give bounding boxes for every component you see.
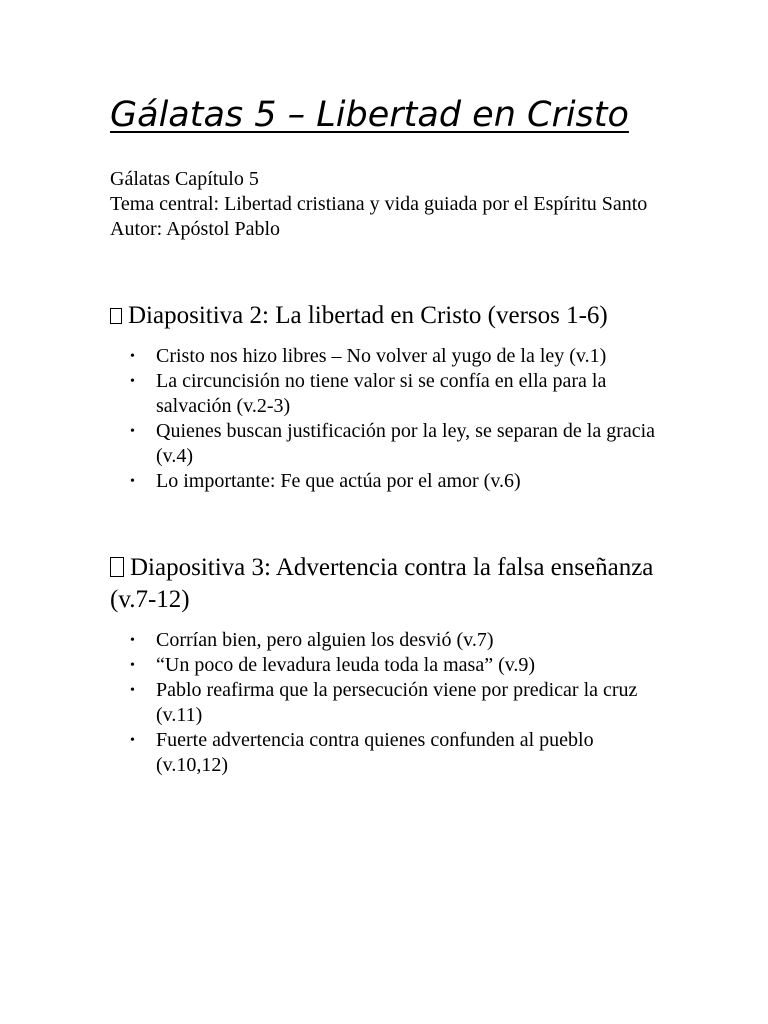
list-item bbox=[110, 728, 670, 778]
list-item bbox=[110, 419, 670, 469]
meta-author: Autor: Apóstol Pablo bbox=[110, 218, 281, 240]
list-item-text: Quienes buscan justificación por la ley, se separan de la gracia (v.4) bbox=[156, 420, 656, 467]
list-item-text: Corrían bien, pero alguien los desvió (v.7) bbox=[156, 629, 494, 651]
bullet-icon: • bbox=[130, 658, 135, 673]
list-item-text: Pablo reafirma que la persecución viene por predicar la cruz (v.11) bbox=[156, 679, 638, 726]
list-item-text: Cristo nos hizo libres – No volver al yugo de la ley (v.1) bbox=[156, 345, 607, 367]
missing-glyph-icon bbox=[110, 308, 122, 324]
section-heading-text: Diapositiva 2: La libertad en Cristo (versos 1-6) bbox=[128, 302, 608, 329]
list-item-text: Fuerte advertencia contra quienes confunden al pueblo (v.10,12) bbox=[156, 729, 594, 776]
section-heading bbox=[110, 552, 670, 616]
list-item-text: La circuncisión no tiene valor si se confía en ella para la salvación (v.2-3) bbox=[156, 370, 607, 417]
document-meta bbox=[110, 167, 670, 242]
section-heading-text: Diapositiva 3: Advertencia contra la falsa enseñanza (v.7-12) bbox=[110, 554, 654, 613]
list-item bbox=[110, 344, 670, 369]
missing-glyph-icon bbox=[110, 557, 124, 577]
list-item-text: “Un poco de levadura leuda toda la masa” (v.9) bbox=[156, 654, 536, 676]
list-item-text: Lo importante: Fe que actúa por el amor (v.6) bbox=[156, 470, 521, 492]
document-title: Gálatas 5 – Libertad en Cristo bbox=[110, 95, 629, 135]
list-item bbox=[110, 628, 670, 653]
bullet-icon: • bbox=[130, 633, 135, 648]
meta-theme: Tema central: Libertad cristiana y vida guiada por el Espíritu Santo bbox=[110, 193, 648, 215]
bullet-icon: • bbox=[130, 424, 135, 439]
document-page bbox=[110, 88, 670, 778]
list-item bbox=[110, 678, 670, 728]
bullet-icon: • bbox=[130, 474, 135, 489]
meta-chapter: Gálatas Capítulo 5 bbox=[110, 168, 259, 190]
bullet-icon: • bbox=[130, 733, 135, 748]
bullet-icon: • bbox=[130, 374, 135, 389]
section-heading bbox=[110, 300, 670, 332]
bullet-icon: • bbox=[130, 349, 135, 364]
section-slide-3 bbox=[110, 552, 670, 778]
bullet-list bbox=[110, 344, 670, 494]
list-item bbox=[110, 653, 670, 678]
bullet-list bbox=[110, 628, 670, 778]
section-slide-2 bbox=[110, 300, 670, 494]
list-item bbox=[110, 469, 670, 494]
list-item bbox=[110, 369, 670, 419]
bullet-icon: • bbox=[130, 683, 135, 698]
